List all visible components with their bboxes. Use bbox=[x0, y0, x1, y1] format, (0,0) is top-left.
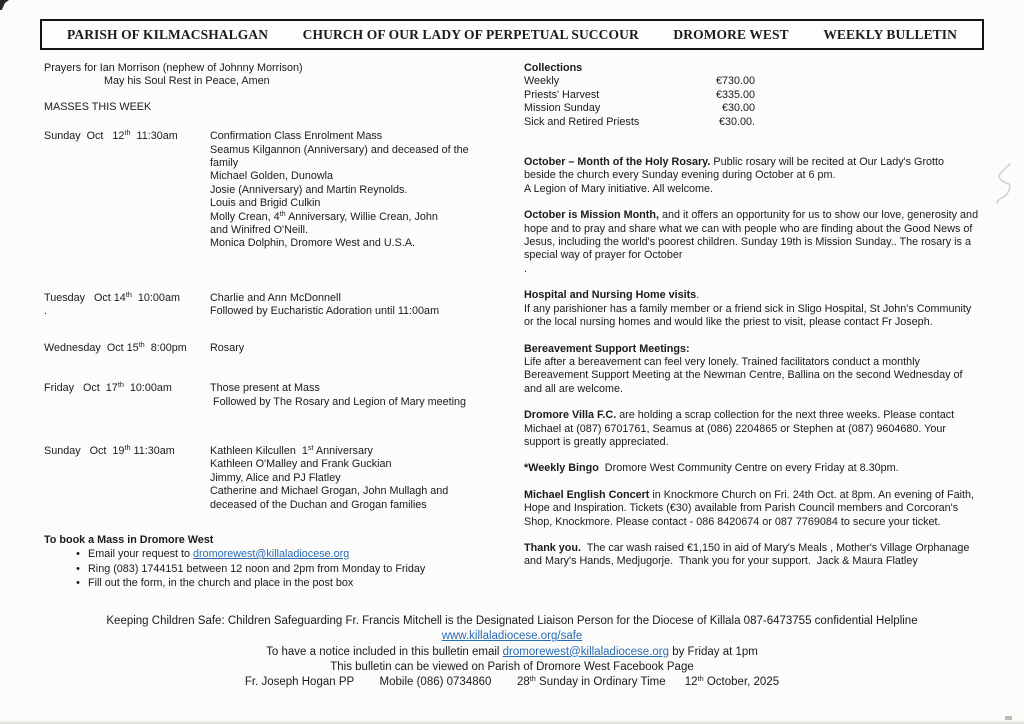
bullet-text bbox=[88, 547, 349, 562]
scan-bottom-edge bbox=[0, 720, 1024, 724]
mass-when bbox=[44, 442, 210, 512]
mass-when bbox=[44, 130, 210, 251]
booking-title: To book a Mass in Dromore West bbox=[44, 533, 214, 546]
bullet-icon: • bbox=[76, 562, 80, 575]
text-segment: A Legion of Mary initiative. All welcome. bbox=[524, 182, 714, 195]
text-segment: Friday Oct 17 bbox=[44, 382, 118, 395]
booking-email-link[interactable]: dromorewest@killaladiocese.org bbox=[193, 547, 350, 560]
text-segment: th bbox=[117, 380, 124, 390]
text-line bbox=[0, 645, 1024, 660]
text-segment: family bbox=[210, 157, 239, 170]
bullet-item bbox=[44, 576, 514, 591]
mass-intentions bbox=[210, 442, 514, 512]
text-line bbox=[210, 184, 514, 197]
text-segment: th bbox=[124, 442, 131, 452]
scan-corner-artifact bbox=[0, 0, 9, 10]
text-line bbox=[210, 442, 514, 458]
text-segment: support is greatly appreciated. bbox=[524, 435, 669, 448]
text-line bbox=[524, 409, 990, 422]
text-segment: and it offers an opportunity for us to show our love, generosity and bbox=[658, 209, 979, 222]
text-line bbox=[210, 170, 514, 183]
text-line bbox=[524, 369, 990, 382]
bullet-item bbox=[44, 562, 514, 577]
mass-intentions bbox=[210, 342, 514, 355]
mass-schedule bbox=[44, 130, 514, 512]
text-segment: special way of prayer for October bbox=[524, 249, 683, 262]
text-line bbox=[210, 305, 514, 318]
text-segment: Jesus, including the world's poorest children. Sunday 19th is Mission Sunday.. The rosary is a bbox=[524, 236, 971, 249]
text-line bbox=[0, 675, 1024, 690]
collections-section bbox=[524, 62, 990, 129]
text-segment: This bulletin can be viewed on Parish of Dromore West Facebook Page bbox=[330, 660, 694, 673]
text-line bbox=[210, 157, 514, 170]
text-segment: Ring (083) 1744151 between 12 noon and 2pm from Monday to Friday bbox=[88, 562, 426, 575]
text-line bbox=[210, 458, 514, 471]
text-line bbox=[210, 342, 514, 355]
text-line bbox=[524, 542, 990, 555]
text-line bbox=[210, 499, 514, 512]
text-segment: October – Month of the Holy Rosary. bbox=[524, 156, 711, 169]
notices-section bbox=[524, 156, 990, 569]
collection-amount: €30.00. bbox=[718, 115, 755, 128]
text-segment: To have a notice included in this bulletin email bbox=[266, 645, 503, 658]
bullet-icon: • bbox=[76, 547, 80, 560]
text-segment: Dromore Villa F.C. bbox=[524, 409, 617, 422]
text-segment: . bbox=[44, 305, 47, 318]
footer-email-link[interactable]: dromorewest@killaladiocese.org bbox=[502, 645, 670, 658]
text-line bbox=[524, 356, 990, 369]
text-line bbox=[44, 442, 210, 458]
text-line bbox=[210, 485, 514, 498]
scan-squiggle-artifact bbox=[992, 160, 1018, 208]
text-segment: Sunday Oct 12 bbox=[44, 130, 125, 143]
notice bbox=[524, 489, 990, 529]
text-segment: and Winifred O'Neill. bbox=[210, 224, 309, 237]
text-segment: If any parishioner has a family member or a friend sick in Sligo Hospital, St John's Community bbox=[524, 302, 972, 315]
text-segment: or the local nursing homes and would like the priest to visit, please contact Fr Joseph. bbox=[524, 316, 933, 329]
text-segment: *Weekly Bingo bbox=[524, 462, 599, 475]
text-segment: Michael Golden, Dunowla bbox=[210, 170, 334, 183]
collection-row bbox=[524, 89, 755, 102]
text-line bbox=[524, 436, 990, 449]
masses-title: MASSES THIS WEEK bbox=[44, 100, 152, 113]
text-line bbox=[524, 555, 990, 568]
text-segment: beside the church every Sunday evening during October at 6 pm. bbox=[524, 169, 836, 182]
text-segment: Michael English Concert bbox=[524, 488, 650, 501]
header-bar bbox=[40, 19, 984, 50]
text-line bbox=[524, 156, 990, 169]
text-line bbox=[210, 197, 514, 210]
collection-label: Priests' Harvest bbox=[524, 88, 600, 101]
text-line bbox=[210, 382, 514, 395]
text-line bbox=[210, 224, 514, 237]
text-segment: The car wash raised €1,150 in aid of Mary's Meals , Mother's Village Orphanage bbox=[581, 541, 970, 554]
text-segment: Jimmy, Alice and PJ Flatley bbox=[210, 471, 341, 484]
header-cell: WEEKLY BULLETIN bbox=[823, 26, 957, 42]
collection-row bbox=[524, 116, 755, 129]
scan-bottom-dot bbox=[1005, 716, 1012, 720]
header-cell: DROMORE WEST bbox=[673, 26, 789, 42]
collection-label: Mission Sunday bbox=[524, 102, 601, 115]
text-segment: 8:00pm bbox=[144, 341, 187, 354]
text-line bbox=[44, 130, 210, 143]
text-segment: Fill out the form, in the church and place in the post box bbox=[88, 577, 354, 590]
text-segment: Charlie and Ann McDonnell bbox=[210, 291, 341, 304]
mass-intentions bbox=[210, 130, 514, 251]
text-line bbox=[44, 289, 210, 305]
text-segment: Josie (Anniversary) and Martin Reynolds. bbox=[210, 183, 408, 196]
mass-row bbox=[44, 442, 514, 512]
text-segment: Anniversary, Willie Crean, John bbox=[285, 210, 438, 223]
text-segment: th bbox=[124, 128, 131, 138]
mass-row bbox=[44, 130, 514, 251]
text-segment: by Friday at 1pm bbox=[669, 645, 758, 658]
collections-table bbox=[524, 75, 990, 129]
text-segment: Fr. Joseph Hogan PP Mobile (086) 0734860 28 bbox=[244, 676, 530, 689]
text-line bbox=[524, 383, 990, 396]
text-segment: th bbox=[138, 339, 145, 349]
collection-amount: €335.00 bbox=[715, 88, 755, 101]
text-segment: Followed by Eucharistic Adoration until 11:00am bbox=[210, 305, 440, 318]
booking-section bbox=[44, 533, 514, 591]
text-segment: Rosary bbox=[210, 341, 245, 354]
text-line bbox=[210, 237, 514, 250]
text-segment: Those present at Mass bbox=[210, 382, 320, 395]
text-segment: Hope and Inspiration. Tickets (€30) available from Parish Council members and Corcoran's bbox=[524, 502, 959, 515]
text-line bbox=[210, 292, 514, 305]
footer bbox=[0, 614, 1024, 690]
text-line bbox=[0, 629, 1024, 644]
text-segment: Anniversary bbox=[313, 444, 373, 457]
notice bbox=[524, 462, 990, 475]
text-segment: Sunday Oct 19 bbox=[44, 444, 125, 457]
text-segment: Public rosary will be recited at Our Lady's Grotto bbox=[710, 156, 945, 169]
text-line bbox=[524, 516, 990, 529]
collection-row bbox=[524, 102, 755, 115]
text-segment: . bbox=[696, 289, 700, 302]
text-segment: Thank you. bbox=[524, 541, 581, 554]
text-segment: October, 2025 bbox=[703, 676, 780, 689]
text-line bbox=[44, 305, 210, 318]
text-segment: th bbox=[529, 674, 536, 684]
text-line bbox=[210, 396, 514, 409]
text-segment: hope and to pray and share what we can with people who are finding about the Good News of bbox=[524, 222, 973, 235]
text-segment: Wednesday Oct 15 bbox=[44, 341, 139, 354]
text-segment: Keeping Children Safe: Children Safeguarding Fr. Francis Mitchell is the Designated Liaison Person for the Diocese of Killala 087-6473755 confidential Helpline bbox=[106, 615, 918, 627]
mass-row bbox=[44, 289, 514, 319]
notice bbox=[524, 409, 990, 449]
text-line bbox=[524, 303, 990, 316]
text-segment: Prayers for Ian Morrison (nephew of Johnny Morrison) bbox=[44, 62, 303, 74]
bullet-text bbox=[88, 576, 353, 591]
text-segment: are holding a scrap collection for the next three weeks. Please contact bbox=[616, 409, 955, 422]
notice bbox=[524, 209, 990, 276]
mass-row bbox=[44, 339, 514, 355]
text-segment: st bbox=[307, 442, 314, 452]
text-line bbox=[210, 144, 514, 157]
text-line bbox=[44, 382, 210, 395]
collection-label: Weekly bbox=[524, 75, 560, 88]
text-segment: 11:30am bbox=[130, 130, 178, 143]
text-segment: th bbox=[279, 208, 286, 218]
text-line bbox=[524, 223, 990, 236]
mass-when bbox=[44, 289, 210, 319]
mass-intentions bbox=[210, 292, 514, 319]
text-segment: Life after a bereavement can feel very lonely. Trained facilitators conduct a monthly bbox=[524, 355, 920, 368]
text-line bbox=[44, 62, 514, 75]
text-line bbox=[524, 169, 990, 182]
header-cell: PARISH OF KILMACSHALGAN bbox=[67, 26, 269, 42]
notice bbox=[524, 156, 990, 196]
text-segment: Michael at (087) 6701761, Seamus at (086) 2204865 or Stephen at (087) 9604680. Your bbox=[524, 422, 946, 435]
text-segment: . bbox=[524, 262, 527, 275]
text-line bbox=[524, 209, 990, 222]
left-column bbox=[44, 62, 514, 591]
text-segment: Catherine and Michael Grogan, John Mullagh and bbox=[210, 485, 449, 498]
text-segment: Sunday in Ordinary Time 12 bbox=[535, 676, 698, 689]
text-segment: and Mary's Hands, Medjugorje. Thank you for your support. Jack & Maura Flatley bbox=[524, 555, 918, 568]
text-segment: Kathleen Kilcullen 1 bbox=[210, 444, 308, 457]
text-segment: and all are welcome. bbox=[524, 382, 624, 395]
text-line bbox=[210, 208, 514, 224]
notice bbox=[524, 542, 990, 569]
text-segment: Monica Dolphin, Dromore West and U.S.A. bbox=[210, 237, 416, 250]
text-segment: Shop, Knockmore. Please contact - 086 8420674 or 087 7769084 to secure your ticket. bbox=[524, 515, 941, 528]
text-segment: 11:30am bbox=[130, 444, 175, 457]
header-cell: CHURCH OF OUR LADY OF PERPETUAL SUCCOUR bbox=[302, 26, 639, 42]
text-segment: Dromore West Community Centre on every Friday at 8.30pm. bbox=[598, 462, 899, 475]
right-column bbox=[524, 62, 990, 582]
text-line bbox=[524, 502, 990, 515]
prayers-note bbox=[44, 62, 514, 89]
mass-when bbox=[44, 339, 210, 355]
collection-row bbox=[524, 75, 755, 88]
collections-title: Collections bbox=[524, 62, 583, 74]
mass-row bbox=[44, 382, 514, 409]
text-line bbox=[524, 316, 990, 329]
text-segment: th bbox=[697, 674, 704, 684]
text-line bbox=[524, 489, 990, 502]
text-line bbox=[524, 343, 990, 356]
safeguarding-url-link[interactable]: www.killaladiocese.org/safe bbox=[441, 630, 583, 643]
bullet-icon: • bbox=[76, 577, 80, 590]
mass-when bbox=[44, 382, 210, 409]
text-line bbox=[524, 236, 990, 249]
text-segment: Confirmation Class Enrolment Mass bbox=[210, 130, 383, 143]
text-line bbox=[524, 263, 990, 276]
text-segment: Bereavement Support Meetings: bbox=[524, 342, 690, 355]
text-segment: th bbox=[125, 289, 132, 299]
text-segment: 10:00am bbox=[123, 382, 172, 395]
text-line bbox=[524, 183, 990, 196]
text-segment: deceased of the Duchan and Grogan families bbox=[210, 498, 427, 511]
notice bbox=[524, 343, 990, 397]
collection-label: Sick and Retired Priests bbox=[524, 115, 640, 128]
text-line bbox=[0, 614, 1024, 629]
text-line bbox=[524, 249, 990, 262]
text-line bbox=[44, 75, 514, 88]
text-segment: Molly Crean, 4 bbox=[210, 210, 280, 223]
text-segment: October is Mission Month, bbox=[524, 209, 659, 222]
text-segment: Kathleen O'Malley and Frank Guckian bbox=[210, 458, 392, 471]
booking-bullets bbox=[44, 547, 514, 591]
text-line bbox=[524, 462, 990, 475]
bullet-text bbox=[88, 562, 425, 577]
collection-amount: €730.00 bbox=[715, 75, 755, 88]
text-segment: Hospital and Nursing Home visits bbox=[524, 289, 697, 302]
text-line bbox=[44, 339, 210, 355]
text-line bbox=[524, 423, 990, 436]
bullet-item bbox=[44, 547, 514, 562]
text-segment: Bereavement Support Meeting at the Newman Centre, Ballina on the second Wednesday of bbox=[524, 369, 963, 382]
mass-intentions bbox=[210, 382, 514, 409]
text-line bbox=[210, 472, 514, 485]
text-line bbox=[210, 130, 514, 143]
text-line bbox=[524, 289, 990, 302]
text-segment: Email your request to bbox=[88, 547, 194, 560]
text-segment: Louis and Brigid Culkin bbox=[210, 197, 321, 210]
text-segment: in Knockmore Church on Fri. 24th Oct. at 8pm. An evening of Faith, bbox=[649, 488, 975, 501]
text-segment: Seamus Kilgannon (Anniversary) and deceased of the bbox=[210, 143, 469, 156]
text-segment: May his Soul Rest in Peace, Amen bbox=[104, 75, 270, 88]
text-segment: Followed by The Rosary and Legion of Mary meeting bbox=[210, 395, 467, 408]
text-segment: Tuesday Oct 14 bbox=[44, 291, 126, 304]
text-segment: 10:00am bbox=[131, 291, 180, 304]
collection-amount: €30.00 bbox=[721, 102, 755, 115]
text-line bbox=[0, 660, 1024, 675]
notice bbox=[524, 289, 990, 329]
